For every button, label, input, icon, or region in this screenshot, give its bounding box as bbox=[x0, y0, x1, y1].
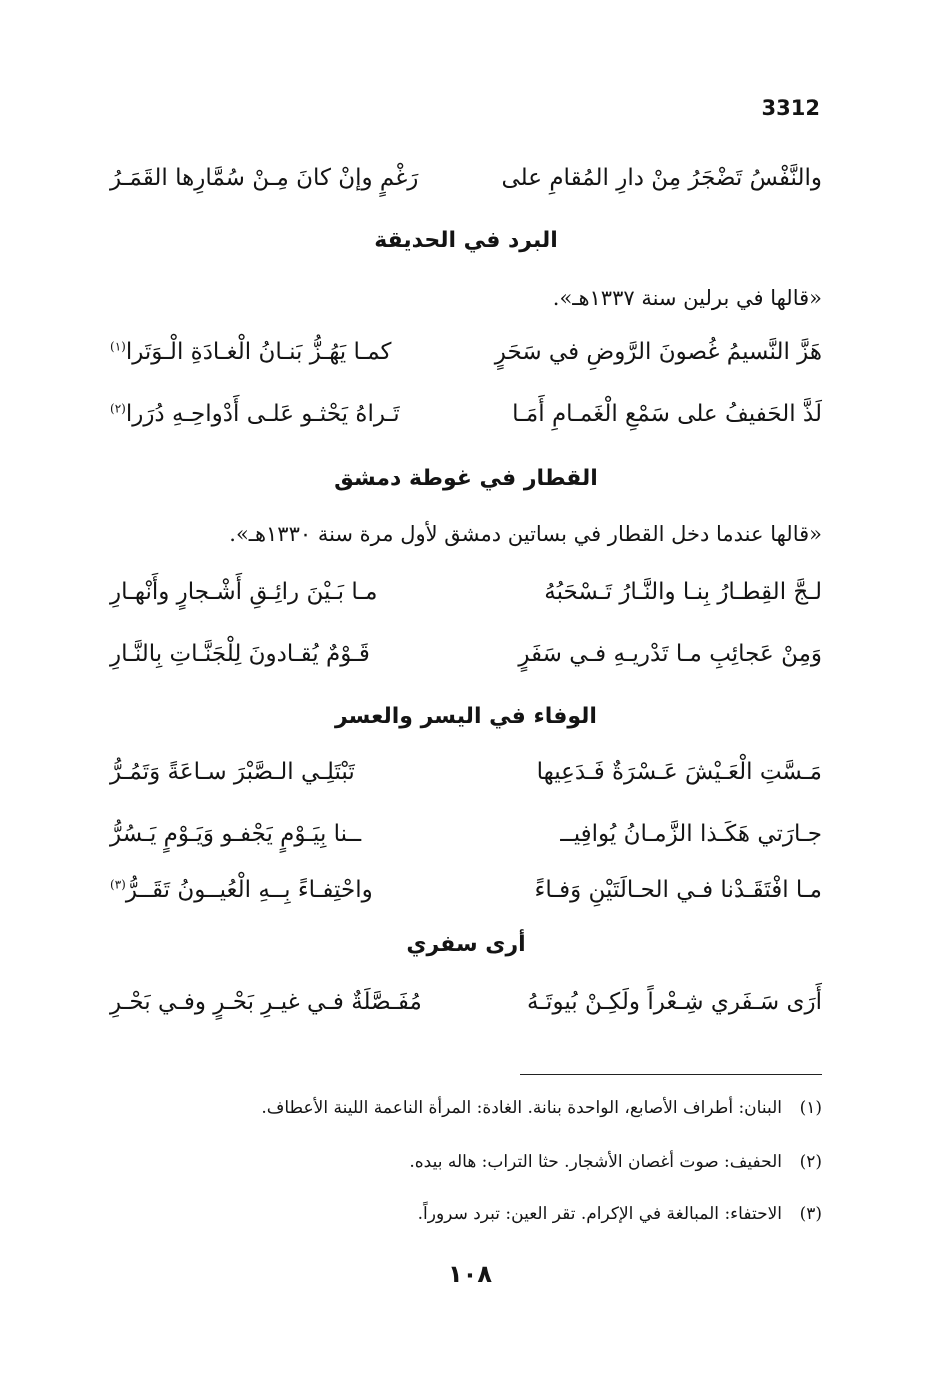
section-title: الوفاء في اليسر والعسر bbox=[335, 704, 597, 729]
page-number: ١٠٨ bbox=[448, 1260, 492, 1288]
footnote-text: البنان: أطراف الأصابع، الواحدة بنانة. الغادة: المرأة الناعمة اللينة الأعطاف. bbox=[261, 1098, 782, 1118]
verse-second-hemistich: رَغْمٍ وإنْ كانَ مِـنْ سُمَّارِها القَمَـرُ bbox=[110, 165, 419, 191]
verse bbox=[110, 390, 822, 438]
verse-text: كمـا يَهُـزُّ بَنـانُ الْغـادَةِ الْـوَتَرا bbox=[125, 339, 392, 365]
verse-first-hemistich: لَذَّ الحَفيفُ على سَمْعِ الْغَمـامِ أَمَـا bbox=[512, 401, 822, 427]
verse-first-hemistich: لـجَّ القِطـارُ بِنـا والنَّـارُ تَـسْحَبُهُ bbox=[544, 579, 822, 605]
verse-first-hemistich: مـا افْتَقَـدْنا فـي الحـالَتَيْنِ وَفـاءً bbox=[534, 877, 822, 903]
footnote-ref: (١) bbox=[110, 339, 126, 354]
verse-text: تَـراهُ يَحْثـو عَلـى أَدْواحِـهِ دُرَرا bbox=[125, 401, 400, 427]
verse bbox=[110, 748, 822, 796]
footnote-ref: (٢) bbox=[110, 401, 126, 416]
verse-second-hemistich: ــنا بِيَـوْمٍ يَجْفـو وَيَـوْمٍ يَـسُرُّ bbox=[110, 821, 362, 847]
verse-first-hemistich: هَزَّ النَّسيمُ غُصونَ الرَّوضِ في سَحَرٍ bbox=[494, 339, 822, 365]
verse-text: واحْتِفـاءً بِــهِ الْعُيــونُ تَقَــرُّ bbox=[125, 877, 373, 903]
verse-second-hemistich: تَبْتَلِـي الـصَّبْرَ سـاعَةً وَتَمُـرُّ bbox=[110, 759, 355, 785]
footnote-text: الاحتفاء: المبالغة في الإكرام. تقر العين: تبرد سروراً. bbox=[417, 1204, 782, 1224]
section-title: القطار في غوطة دمشق bbox=[334, 466, 598, 491]
footnote-separator bbox=[520, 1074, 822, 1075]
verse-first-hemistich: والنَّفْسُ تَضْجَرُ مِنْ دارِ المُقامِ على bbox=[501, 165, 822, 191]
verse-first-hemistich: مَـسَّتِ الْعَـيْشَ عَـسْرَةٌ فَـدَعِيها bbox=[536, 759, 822, 785]
verse bbox=[110, 630, 822, 678]
verse-first-hemistich: جـارَتي هَكَـذا الزَّمـانُ يُوافِيــ bbox=[560, 821, 822, 847]
verse bbox=[110, 810, 822, 858]
section-intro: «قالها في برلين سنة ١٣٣٧هـ». bbox=[552, 286, 822, 310]
section-intro: «قالها عندما دخل القطار في بساتين دمشق لأول مرة سنة ١٣٣٠هـ». bbox=[229, 522, 822, 546]
verse-first-hemistich: وَمِنْ عَجائِبِ مـا تَدْريـهِ فـي سَفَرٍ bbox=[518, 641, 822, 667]
verse-second-hemistich bbox=[110, 401, 455, 427]
verse-second-hemistich: قَـوْمٌ يُقـادونَ لِلْجَنَّـاتِ بِالنَّـارِ bbox=[110, 641, 370, 667]
verse-second-hemistich: مُفَـصَّلَةٌ فـي غيـرِ بَحْـرٍ وفـي بَحْـرِ bbox=[110, 989, 422, 1015]
verse bbox=[110, 328, 822, 376]
verse-second-hemistich bbox=[110, 339, 455, 365]
section-title: أرى سفري bbox=[406, 932, 526, 957]
section-title: البرد في الحديقة bbox=[374, 228, 558, 253]
footnote bbox=[110, 1204, 822, 1224]
verse bbox=[110, 866, 822, 914]
verse-second-hemistich bbox=[110, 877, 455, 903]
verse-second-hemistich: مـا بَـيْنَ رائِـقِ أَشْـجارٍ وأَنْهـارِ bbox=[110, 579, 378, 605]
footnote-ref: (٣) bbox=[110, 877, 126, 892]
footnote-number: (١) bbox=[799, 1098, 822, 1118]
footnote-text: الحفيف: صوت أغصان الأشجار. حثا التراب: هاله بيده. bbox=[409, 1152, 782, 1172]
verse bbox=[110, 978, 822, 1026]
verse-first-hemistich: أَرَى سَـفَري شِـعْراً ولَكِـنْ بُيوتَـهُ bbox=[526, 989, 822, 1015]
verse-opening bbox=[110, 154, 822, 202]
footnote-number: (٣) bbox=[799, 1204, 822, 1224]
page-id: 3312 bbox=[761, 96, 820, 120]
verse bbox=[110, 568, 822, 616]
footnote-number: (٢) bbox=[799, 1152, 822, 1172]
footnote bbox=[110, 1152, 822, 1172]
footnote bbox=[110, 1098, 822, 1118]
